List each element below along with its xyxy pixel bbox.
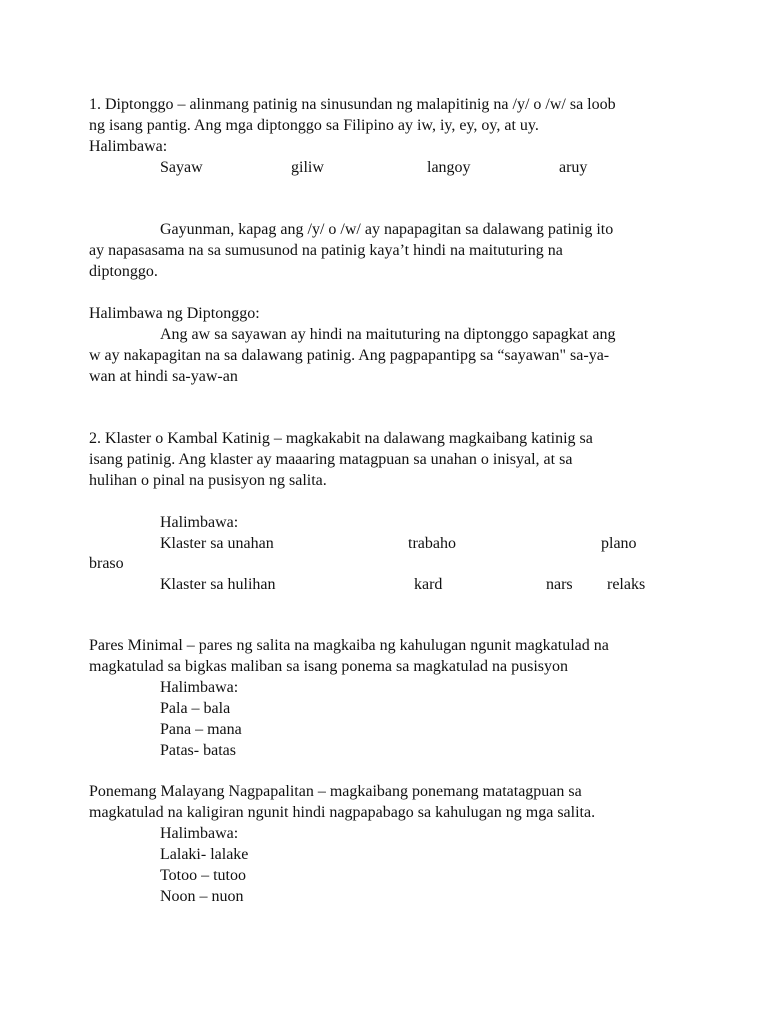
pares-definition-line-2: magkatulad sa bigkas maliban sa isang ponema sa magkatulad na pusisyon (89, 658, 568, 675)
pares-example: Pana – mana (160, 721, 242, 738)
ponema-example: Lalaki- lalake (160, 846, 249, 863)
klaster-unahan-label: Klaster sa unahan (160, 535, 274, 552)
diptonggo-example: aruy (559, 159, 588, 176)
gayunman-line-1: Gayunman, kapag ang /y/ o /w/ ay napapagitan sa dalawang patinig ito (160, 221, 614, 238)
ponema-definition-line-2: magkatulad na kaligiran ngunit hindi nagpapabago sa kahulugan ng mga salita. (89, 804, 596, 821)
klaster-hulihan-example: nars (546, 576, 573, 593)
diptonggo-example: giliw (291, 159, 324, 176)
klaster-definition-line-3: hulihan o pinal na pusisyon ng salita. (89, 472, 327, 489)
ponema-example: Totoo – tutoo (160, 867, 246, 884)
pares-example: Patas- batas (160, 742, 236, 759)
diptonggo-example: langoy (427, 159, 471, 176)
diptonggo-definition-line-2: ng isang pantig. Ang mga diptonggo sa Filipino ay iw, iy, ey, oy, at uy. (89, 117, 539, 134)
klaster-halimbawa-label: Halimbawa: (160, 514, 239, 531)
diptonggo-explanation-line-2: w ay nakapagitan na sa dalawang patinig. Ang pagpapantipg sa “sayawan" sa-ya- (89, 347, 610, 364)
gayunman-line-3: diptonggo. (89, 263, 158, 280)
klaster-unahan-example: trabaho (408, 535, 456, 552)
pares-halimbawa-label: Halimbawa: (160, 679, 239, 696)
klaster-hulihan-label: Klaster sa hulihan (160, 576, 276, 593)
ponema-example: Noon – nuon (160, 888, 244, 905)
diptonggo-explanation-line-3: wan at hindi sa-yaw-an (89, 368, 238, 385)
diptonggo-definition-line-1: 1. Diptonggo – alinmang patinig na sinusundan ng malapitinig na /y/ o /w/ sa loob (89, 96, 616, 113)
ponema-halimbawa-label: Halimbawa: (160, 825, 239, 842)
diptonggo-example: Sayaw (160, 159, 203, 176)
klaster-definition-line-2: isang patinig. Ang klaster ay maaaring matagpuan sa unahan o inisyal, at sa (89, 451, 573, 468)
klaster-unahan-example: braso (89, 555, 124, 572)
klaster-definition-line-1: 2. Klaster o Kambal Katinig – magkakabit na dalawang magkaibang katinig sa (89, 430, 593, 447)
klaster-hulihan-example: kard (414, 576, 443, 593)
klaster-unahan-example: plano (601, 535, 637, 552)
diptonggo-explanation-line-1: Ang aw sa sayawan ay hindi na maituturing na diptonggo sapagkat ang (160, 326, 616, 343)
gayunman-line-2: ay napasasama na sa sumusunod na patinig kaya’t hindi na maituturing na (89, 242, 563, 259)
pares-example: Pala – bala (160, 700, 231, 717)
halimbawa-diptonggo-heading: Halimbawa ng Diptonggo: (89, 305, 260, 322)
pares-definition-line-1: Pares Minimal – pares ng salita na magkaiba ng kahulugan ngunit magkatulad na (89, 637, 609, 654)
ponema-definition-line-1: Ponemang Malayang Nagpapalitan – magkaibang ponemang matatagpuan sa (89, 783, 582, 800)
diptonggo-halimbawa-label: Halimbawa: (89, 138, 168, 155)
klaster-hulihan-example: relaks (607, 576, 646, 593)
